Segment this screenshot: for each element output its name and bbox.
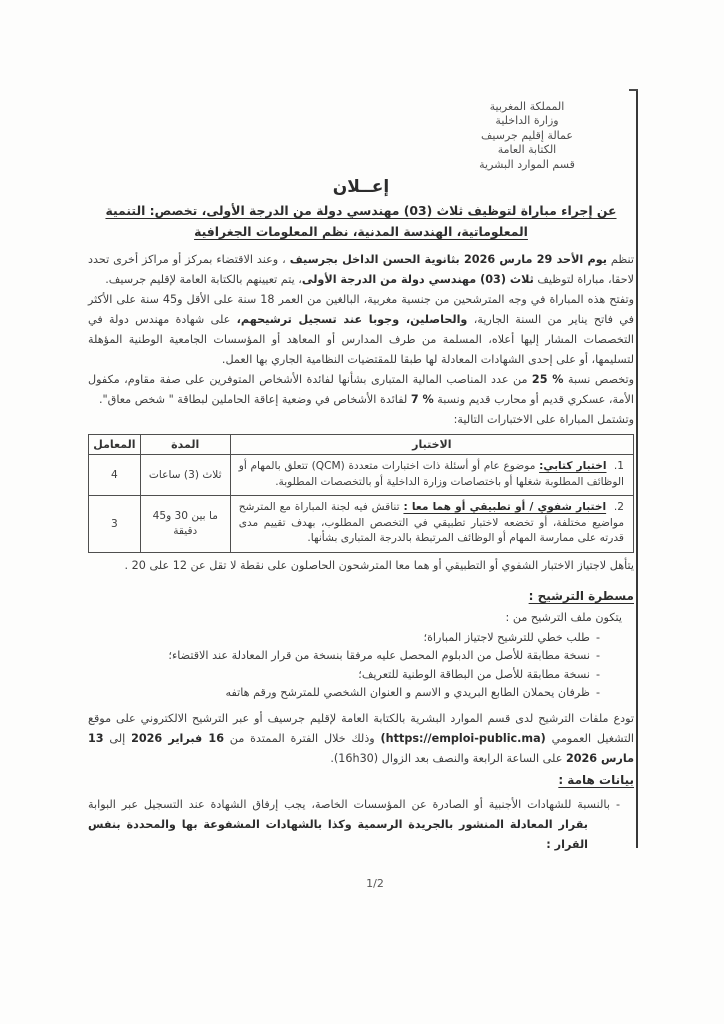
exam-body: موضوع عام أو أسئلة ذات اختبارات متعددة (QCM) تتعلق بالمهام أو الوظائف المطلوبة شغلها أو باختصاصات وزارة الداخلية أو بالتخصصات المطلوبة. bbox=[238, 460, 624, 488]
text-segment-bold: بقرار المعادلة المنشور بالجريدة الرسمية وكذا بالشهادات المشفوعة بها والمحددة بنفس القرار : bbox=[88, 817, 588, 851]
exam-number: 2. bbox=[613, 501, 624, 514]
dash-marker: - bbox=[595, 649, 600, 663]
letterhead-kingdom: المملكة المغربية bbox=[489, 100, 565, 113]
deadline-time: (16h30) bbox=[333, 751, 379, 765]
start-date: 16 فبراير 2026 bbox=[131, 731, 224, 745]
subtitle-text: عن إجراء مباراة لتوظيف ثلاث (03) مهندسي دولة من الدرجة الأولى، تخصص: التنمية bbox=[105, 203, 617, 219]
text-segment-bold: % 7 bbox=[410, 393, 434, 407]
exam-coefficient-cell: 3 bbox=[89, 496, 141, 553]
letterhead-secretariat: الكتابة العامة bbox=[497, 143, 557, 157]
end-date: 13 مارس 2026 bbox=[88, 731, 634, 765]
list-item bbox=[88, 629, 634, 647]
col-header-duration: المدة bbox=[140, 435, 230, 455]
dash-marker: - bbox=[595, 667, 600, 681]
text-segment: من عدد المناصب المالية المتبارى بشأنها لفائدة الأشخاص المتوفرين على صفة مقاوم، مكفول الأمة، عسكري قديم أو محارب قديم ونسبة bbox=[88, 373, 634, 407]
exam-duration-cell: ما بين 30 و45 دقيقة bbox=[140, 496, 230, 553]
application-file-intro: يتكون ملف الترشيح من : bbox=[505, 611, 622, 624]
text-segment: . bbox=[330, 751, 334, 765]
text-segment: تنظم bbox=[606, 253, 635, 267]
col-header-coefficient: المعامل bbox=[89, 435, 141, 455]
page-number: 1/2 bbox=[366, 876, 384, 890]
exam-body: تناقش فيه لجنة المباراة مع المترشح مواضيع مختلفة، أو تخضعه لاختبار تطبيقي في التخصص المطلوب، بهدف تقييم مدى قدرته على ممارسة المهام أو الوظائف المرتبطة بالدرجة المتبارى بشأنها. bbox=[238, 501, 624, 545]
exam-title: اختبار شفوي / أو تطبيقي أو هما معا : bbox=[403, 501, 607, 514]
table-row-oral-exam bbox=[89, 496, 634, 553]
intro-paragraph bbox=[88, 250, 634, 290]
letterhead-hr-division: قسم الموارد البشرية bbox=[479, 157, 575, 171]
eligibility-paragraph bbox=[88, 290, 634, 370]
application-url-text: (https://emploi-public.ma) bbox=[380, 731, 546, 745]
subtitle-line-2 bbox=[88, 221, 634, 242]
list-item bbox=[88, 684, 634, 702]
notes-heading bbox=[88, 773, 634, 787]
list-item bbox=[88, 666, 634, 684]
text-segment: وتفتح هذه المباراة في وجه المترشحين من جنسية مغربية، البالغين من العمر 18 سنة على الأقل و45 سنة على الأكثر في فاتح يناير من السنة الجارية، bbox=[88, 293, 634, 327]
notes-item bbox=[88, 795, 634, 855]
quota-paragraph bbox=[88, 370, 634, 410]
procedure-heading-text: مسطرة الترشيح : bbox=[528, 589, 634, 603]
announcement-subtitle bbox=[88, 200, 634, 242]
exams-table bbox=[88, 434, 634, 553]
exam-number: 1. bbox=[613, 460, 624, 473]
text-segment-bold: يوم الأحد 29 مارس 2026 بثانوية الحسن الداخل بجرسيف bbox=[289, 253, 607, 267]
exams-intro-line: وتشتمل المباراة على الاختبارات التالية: bbox=[453, 413, 634, 427]
text-segment-bold: ثلاث (03) مهندسي دولة من الدرجة الأولى bbox=[301, 273, 534, 287]
notes-heading-text: بيانات هامة : bbox=[558, 772, 634, 787]
col-header-exam: الاختبار bbox=[230, 435, 633, 455]
list-item-text: نسخة مطابقة للأصل من الدبلوم المحصل عليه مرفقا بنسخة من قرار المعادلة عند الاقتضاء؛ bbox=[168, 649, 590, 663]
dash-marker: - bbox=[595, 686, 600, 700]
list-item-text: طلب خطي للترشيح لاجتياز المباراة؛ bbox=[423, 631, 590, 644]
exam-description-cell bbox=[230, 496, 633, 553]
exam-title: اختبار كتابي: bbox=[539, 460, 607, 473]
list-item-text: نسخة مطابقة للأصل من البطاقة الوطنية للتعريف؛ bbox=[358, 667, 590, 681]
exam-coefficient-cell: 4 bbox=[89, 455, 141, 496]
page-title: إعــلان bbox=[332, 177, 390, 198]
text-segment: تودع ملفات الترشيح لدى قسم الموارد البشرية بالكتابة العامة لإقليم جرسيف أو عبر الترشيح الالكتروني على موقع التشغيل العمومي bbox=[88, 711, 634, 745]
letterhead-ministry: وزارة الداخلية bbox=[495, 114, 559, 128]
procedure-heading bbox=[88, 589, 634, 603]
text-segment: على شهادة مهندس دولة في التخصصات المشار إليها أعلاه، المسلمة من طرف المدارس أو المعاهد أو المؤسسات الجامعية الوطنية المؤهلة لتسليمها، أو على إحدى الشهادات المعادلة لها طبقا للمقتضيات النظامية الجاري بها العمل. bbox=[88, 313, 634, 367]
text-segment-bold: والحاصلين، وجوبا عند تسجيل ترشيحهم، bbox=[236, 313, 468, 327]
dash-marker: - bbox=[615, 797, 620, 811]
subtitle-line-1 bbox=[88, 200, 634, 221]
text-segment: لفائدة الأشخاص في وضعية إعاقة الحاملين لبطاقة " شخص معاق". bbox=[98, 393, 411, 407]
text-segment: على الساعة الرابعة والنصف بعد الزوال bbox=[378, 751, 566, 765]
list-item bbox=[88, 647, 634, 665]
letterhead-province: عمالة إقليم جرسيف bbox=[481, 128, 573, 142]
list-item-text: ظرفان يحملان الطابع البريدي و الاسم و العنوان الشخصي للمترشح ورقم هاتفه bbox=[225, 686, 590, 700]
table-row-written-exam bbox=[89, 455, 634, 496]
exam-description-cell bbox=[230, 455, 633, 496]
dash-marker: - bbox=[595, 631, 600, 644]
letterhead bbox=[432, 100, 622, 172]
text-segment: ، يتم تعيينهم بالكتابة العامة لإقليم جرسيف. bbox=[105, 273, 302, 287]
text-segment: وتخصص نسبة bbox=[563, 373, 634, 387]
table-header-row bbox=[89, 435, 634, 455]
deposit-paragraph bbox=[88, 709, 634, 769]
document-content bbox=[88, 0, 634, 890]
application-file-list bbox=[88, 629, 634, 703]
qualification-note: يتأهل لاجتياز الاختبار الشفوي أو التطبيقي أو هما معا المترشحون الحاصلون على نقطة لا تقل عن 12 على 20 . bbox=[124, 559, 634, 572]
text-segment: وذلك خلال الفترة الممتدة من bbox=[223, 731, 381, 745]
exam-duration-cell: ثلاث (3) ساعات bbox=[140, 455, 230, 496]
text-segment: بالنسبة للشهادات الأجنبية أو الصادرة عن المؤسسات الخاصة، يجب إرفاق الشهادة عند التسجيل عبر البوابة bbox=[88, 797, 610, 811]
text-segment-bold: % 25 bbox=[531, 373, 564, 387]
subtitle-text: المعلوماتية، الهندسة المدنية، نظم المعلومات الجغرافية bbox=[194, 224, 528, 240]
text-segment: ، وعند الاقتضاء بمركز أو مراكز أخرى تحدد لاحقا، مباراة لتوظيف bbox=[88, 253, 634, 287]
scan-edge-artifact bbox=[636, 90, 638, 848]
text-segment: إلى bbox=[103, 731, 132, 745]
